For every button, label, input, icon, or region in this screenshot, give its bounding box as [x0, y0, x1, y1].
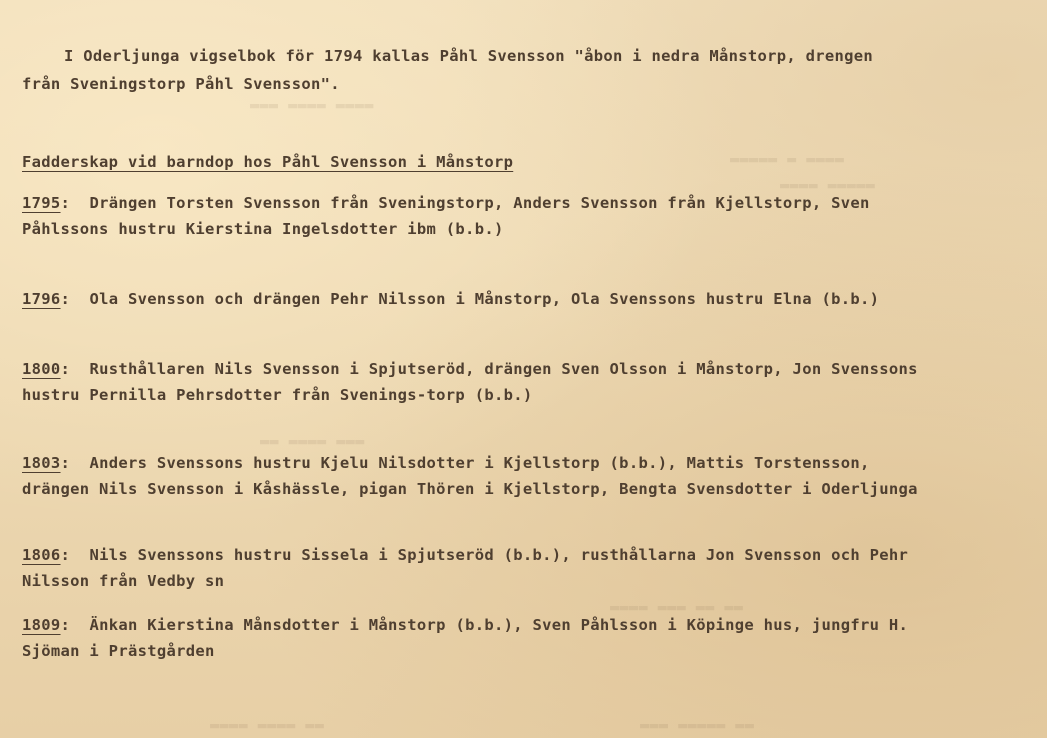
entry-year: 1806: [22, 546, 61, 564]
entry-text: Ola Svensson och drängen Pehr Nilsson i Månstorp, Ola Svenssons hustru Elna (b.b.): [89, 290, 880, 308]
bleed-through-text: ▬▬ ▬▬▬▬ ▬▬▬: [260, 432, 365, 450]
entry-year: 1800: [22, 360, 61, 378]
entry-text: Drängen Torsten Svensson från Sveningstorp, Anders Svensson från Kjellstorp, Sven Påhlssons hustru Kierstina Ingelsdotter ibm (b.b.): [22, 194, 870, 238]
entry-text: Rusthållaren Nils Svensson i Spjutseröd, drängen Sven Olsson i Månstorp, Jon Svenssons hustru Pernilla Pehrsdotter från Svenings-torp (b.b.): [22, 360, 918, 404]
bleed-through-text: ▬▬▬▬ ▬▬▬ ▬▬ ▬▬: [610, 598, 744, 616]
baptism-entry: 1806: Nils Svenssons hustru Sissela i Spjutseröd (b.b.), rusthållarna Jon Svensson och Pehr Nilsson från Vedby sn: [22, 546, 909, 590]
baptism-entry: 1795: Drängen Torsten Svensson från Sveningstorp, Anders Svensson från Kjellstorp, Sven Påhlssons hustru Kierstina Ingelsdotter ibm (b.b.): [22, 194, 870, 238]
entry-text: Änkan Kierstina Månsdotter i Månstorp (b.b.), Sven Påhlsson i Köpinge hus, jungfru H. Sjöman i Prästgården: [22, 616, 909, 660]
bleed-through-text: ▬▬▬ ▬▬▬▬▬ ▬▬: [640, 716, 755, 734]
bleed-through-text: ▬▬▬▬ ▬▬▬▬ ▬▬: [210, 716, 325, 734]
entry-year: 1803: [22, 454, 61, 472]
baptism-entry: 1809: Änkan Kierstina Månsdotter i Månstorp (b.b.), Sven Påhlsson i Köpinge hus, jungfru H. Sjöman i Prästgården: [22, 616, 909, 660]
baptism-entry: 1796: Ola Svensson och drängen Pehr Nilsson i Månstorp, Ola Svenssons hustru Elna (b.b.): [22, 290, 880, 308]
entry-year: 1796: [22, 290, 61, 308]
baptism-entry: 1800: Rusthållaren Nils Svensson i Spjutseröd, drängen Sven Olsson i Månstorp, Jon Svenssons hustru Pernilla Pehrsdotter från Svenings-torp (b.b.): [22, 360, 918, 404]
entry-year: 1795: [22, 194, 61, 212]
bleed-through-text: ▬▬▬▬ ▬▬▬▬▬: [780, 176, 876, 194]
bleed-through-text: ▬▬▬▬▬ ▬ ▬▬▬▬: [730, 150, 845, 168]
bleed-through-text: ▬▬▬ ▬▬▬▬ ▬▬▬▬: [250, 96, 374, 114]
entry-year: 1809: [22, 616, 61, 634]
intro-paragraph: I Oderljunga vigselbok för 1794 kallas Påhl Svensson "åbon i nedra Månstorp, drengen från Sveningstorp Påhl Svensson".: [22, 47, 874, 93]
baptism-entry: 1803: Anders Svenssons hustru Kjelu Nilsdotter i Kjellstorp (b.b.), Mattis Torstensson, drängen Nils Svensson i Kåshässle, pigan Thören i Kjellstorp, Bengta Svensdotter i Oderljunga: [22, 454, 918, 498]
entry-text: Anders Svenssons hustru Kjelu Nilsdotter i Kjellstorp (b.b.), Mattis Torstensson, drängen Nils Svensson i Kåshässle, pigan Thören i Kjellstorp, Bengta Svensdotter i Oderljunga: [22, 454, 918, 498]
entry-text: Nils Svenssons hustru Sissela i Spjutseröd (b.b.), rusthållarna Jon Svensson och Pehr Nilsson från Vedby sn: [22, 546, 909, 590]
section-heading: Fadderskap vid barndop hos Påhl Svensson i Månstorp: [22, 153, 514, 171]
